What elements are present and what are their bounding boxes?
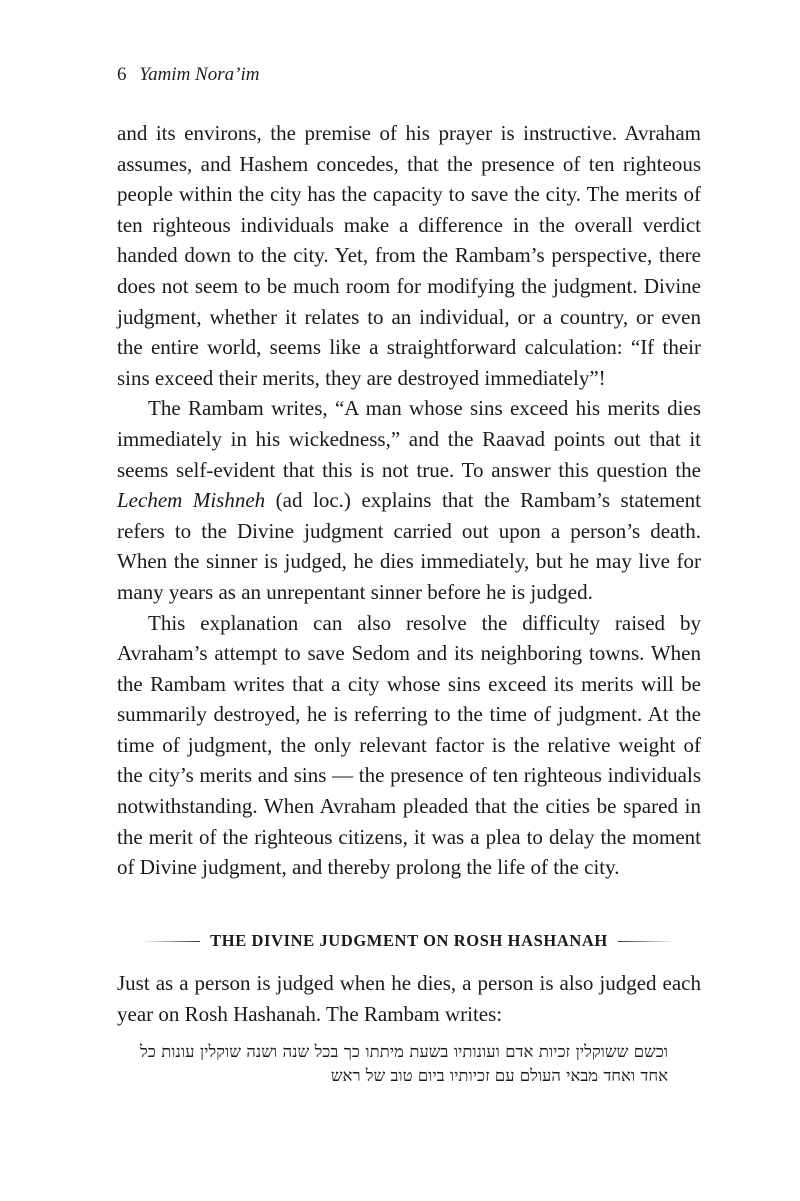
running-head (117, 64, 259, 86)
lechem-mishneh-italic: Lechem Mishneh (117, 488, 266, 513)
paragraph-2 (117, 393, 701, 607)
running-head-title: Yamim Nora’im (139, 64, 260, 85)
hebrew-quote: וכשם ששוקלין זכיות אדם ועונותיו בשעת מיתתו כך בכל שנה ושנה שוקלין עונות כל אחד ואחד מבאי העולם עם זכיותיו ביום טוב של ראש (140, 1042, 668, 1085)
paragraph-3-text: This explanation can also resolve the difficulty raised by Avraham’s attempt to save Sedom and its neighboring towns. When the Rambam writes that a city whose sins exceed its merits will be summarily destroyed, he is referring to the time of judgment. At the time of judgment, the only relevant factor is the relative weight of the city’s merits and sins — the presence of ten righteous individuals notwithstanding. When Avraham pleaded that the cities be spared in the merit of the righteous citizens, it was a plea to delay the moment of Divine judgment, and thereby prolong the life of the city. (117, 610, 701, 880)
paragraph-1 (117, 118, 701, 393)
heading-rule-right (618, 941, 676, 942)
section-heading (117, 928, 701, 954)
heading-rule-left (142, 941, 200, 942)
paragraph-3 (117, 608, 701, 883)
paragraph-2-text: The Rambam writes, “A man whose sins exceed his merits dies immediately in his wickedness,” and the Raavad points out that it seems self-evident that this is not true. To answer this question the (117, 396, 701, 482)
section-title: THE DIVINE JUDGMENT ON ROSH HASHANAH (210, 931, 608, 950)
paragraph-1-text: and its environs, the premise of his prayer is instructive. Avraham assumes, and Hashem concedes, that the presence of ten righteous people within the city has the capacity to save the city. The merits of ten righteous individuals make a difference in the overall verdict handed down to the city. Yet, from the Rambam’s perspective, there does not seem to be much room for modifying the judgment. Divine judgment, whether it relates to an individual, or a country, or even the entire world, seems like a straightforward calculation: “If their sins exceed their merits, they are destroyed immediately”! (117, 121, 701, 390)
page-number: 6 (117, 64, 127, 85)
main-text (117, 118, 701, 883)
paragraph-2-text-after: (ad loc.) explains that the Rambam’s statement refers to the Divine judgment carried out upon a person’s death. When the sinner is judged, he dies immediately, but he may live for many years as an unrepentant sinner before he is judged. (117, 488, 701, 604)
section-body (117, 968, 701, 1029)
section-intro: Just as a person is judged when he dies, a person is also judged each year on Rosh Hashanah. The Rambam writes: (117, 971, 701, 1026)
